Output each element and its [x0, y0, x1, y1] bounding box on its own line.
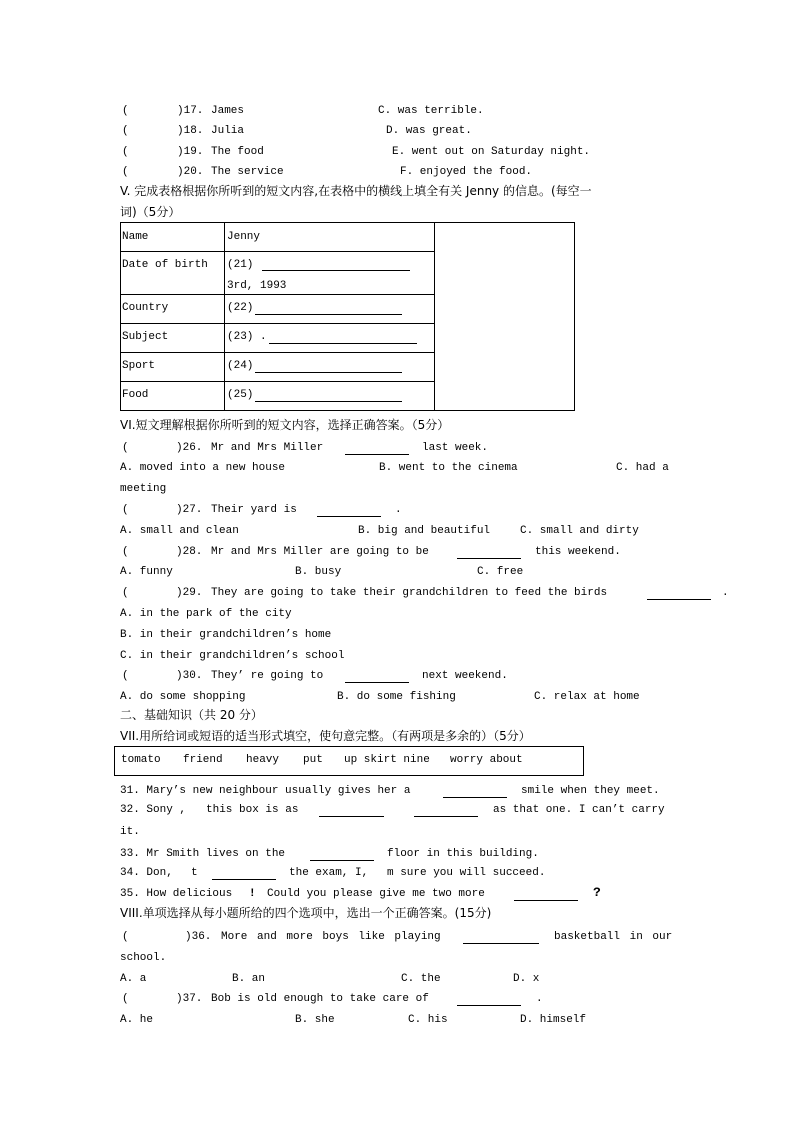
option-a: A. in the park of the city: [120, 608, 292, 620]
word-bank-item: up skirt nine: [344, 754, 430, 766]
question-number: )26.: [176, 442, 203, 454]
answer-blank[interactable]: [255, 314, 402, 315]
question-stem: Bob is old enough to take care of: [211, 993, 429, 1005]
word-bank-item: put: [303, 754, 323, 766]
table-value: (23) .: [227, 331, 267, 343]
question-stem-cont: it.: [120, 826, 140, 838]
info-table: [120, 222, 575, 411]
answer-blank[interactable]: [212, 879, 276, 880]
answer-blank[interactable]: [262, 270, 410, 271]
section-title: VIII.单项选择从每小题所给的四个选项中，选出一个正确答案。(15分): [120, 906, 492, 920]
option-b: B. big and beautiful: [358, 525, 491, 537]
answer-blank[interactable]: [319, 816, 384, 817]
table-value: (22): [227, 302, 254, 314]
word-bank-item: friend: [183, 754, 223, 766]
question-stem-end: .: [722, 587, 729, 599]
question-number: )37.: [176, 993, 203, 1005]
option-c-cont: meeting: [120, 483, 167, 495]
word-bank-item: tomato: [121, 754, 161, 766]
answer-paren: (: [122, 993, 129, 1005]
table-label: Food: [122, 389, 149, 401]
match-option: D. was great.: [386, 125, 472, 137]
question-mark: ?: [593, 885, 601, 900]
answer-paren: (: [122, 931, 129, 943]
answer-paren: (: [122, 546, 129, 558]
match-subject: James: [211, 105, 245, 117]
question-number: )18.: [177, 125, 204, 137]
question-stem-end: basketball in our: [554, 931, 673, 943]
question-number: )17.: [177, 105, 204, 117]
table-label: Date of birth: [122, 259, 208, 271]
part-title: 二、基础知识（共 20 分）: [120, 708, 263, 722]
answer-blank[interactable]: [457, 558, 521, 559]
match-option: E. went out on Saturday night.: [392, 146, 591, 158]
match-option: C. was terrible.: [378, 105, 484, 117]
word-bank-item: worry about: [450, 754, 523, 766]
question-stem-end: smile when they meet.: [521, 785, 660, 797]
question-stem: Mr and Mrs Miller are going to be: [211, 546, 429, 558]
option-c: C. small and dirty: [520, 525, 639, 537]
answer-blank[interactable]: [269, 343, 417, 344]
question-stem: 34. Don,: [120, 867, 173, 879]
answer-blank[interactable]: [310, 860, 374, 861]
question-stem-cont: school.: [120, 952, 167, 964]
section-title: VI.短文理解根据你所听到的短文内容，选择正确答案。（5分）: [120, 418, 450, 432]
option-a: A. moved into a new house: [120, 462, 286, 474]
answer-blank[interactable]: [255, 372, 402, 373]
match-subject: The food: [211, 146, 264, 158]
answer-blank[interactable]: [345, 454, 409, 455]
question-stem: 31. Mary’s new neighbour usually gives her a: [120, 785, 411, 797]
option-b: B. she: [295, 1014, 335, 1026]
question-stem: More and more boys like playing: [221, 931, 441, 943]
question-stem-end: last week.: [422, 442, 489, 454]
question-stem: They are going to take their grandchildren to feed the birds: [211, 587, 608, 599]
option-c: C. in their grandchildren’s school: [120, 650, 345, 662]
option-b: B. busy: [295, 566, 342, 578]
table-label: Country: [122, 302, 169, 314]
option-c: C. the: [401, 973, 441, 985]
section-title: VII.用所给词或短语的适当形式填空，使句意完整。（有两项是多余的）（5分）: [120, 729, 531, 743]
option-b: B. an: [232, 973, 266, 985]
option-c: C. his: [408, 1014, 448, 1026]
question-stem-end: m sure you will succeed.: [387, 867, 546, 879]
exclamation: !: [249, 888, 256, 900]
table-label: Sport: [122, 360, 156, 372]
question-stem-mid: the exam, I,: [289, 867, 369, 879]
question-stem: 35. How delicious: [120, 888, 233, 900]
answer-paren: (: [122, 587, 129, 599]
question-stem-end: this weekend.: [535, 546, 621, 558]
question-stem: Mr and Mrs Miller: [211, 442, 324, 454]
word-bank-item: heavy: [246, 754, 280, 766]
question-stem: Their yard is: [211, 504, 297, 516]
option-b: B. do some fishing: [337, 691, 456, 703]
option-a: A. he: [120, 1014, 154, 1026]
answer-paren: (: [122, 442, 129, 454]
question-stem-end: .: [536, 993, 543, 1005]
answer-paren: (: [122, 166, 129, 178]
option-a: A. do some shopping: [120, 691, 246, 703]
option-a: A. funny: [120, 566, 173, 578]
answer-paren: (: [122, 105, 129, 117]
question-number: )30.: [176, 670, 203, 682]
answer-blank[interactable]: [255, 401, 402, 402]
match-subject: The service: [211, 166, 284, 178]
option-c: C. free: [477, 566, 524, 578]
question-stem: 32. Sony ,: [120, 804, 187, 816]
question-stem-end: floor in this building.: [387, 848, 539, 860]
answer-blank[interactable]: [647, 599, 711, 600]
answer-blank[interactable]: [414, 816, 478, 817]
option-d: D. himself: [520, 1014, 587, 1026]
question-number: )28.: [176, 546, 203, 558]
answer-blank[interactable]: [345, 682, 409, 683]
question-stem-end: as that one. I can’t carry: [493, 804, 665, 816]
table-label: Name: [122, 231, 149, 243]
option-c: C. relax at home: [534, 691, 640, 703]
section-title-cont: 词)（5分）: [120, 205, 181, 219]
question-stem-mid: Could you please give me two more: [267, 888, 485, 900]
answer-paren: (: [122, 146, 129, 158]
answer-paren: (: [122, 125, 129, 137]
question-stem-t: t: [191, 867, 198, 879]
answer-blank[interactable]: [514, 900, 578, 901]
option-a: A. small and clean: [120, 525, 239, 537]
question-number: )36.: [185, 931, 212, 943]
option-c: C. had a: [616, 462, 669, 474]
answer-paren: (: [122, 670, 129, 682]
match-option: F. enjoyed the food.: [400, 166, 533, 178]
table-value: (24): [227, 360, 254, 372]
table-value: (21): [227, 259, 254, 271]
question-number: )20.: [177, 166, 204, 178]
question-stem-end: .: [395, 504, 402, 516]
question-stem-mid: this box is as: [206, 804, 299, 816]
option-b: B. went to the cinema: [379, 462, 518, 474]
section-title: V. 完成表格根据你所听到的短文内容,在表格中的横线上填全有关 Jenny 的信息。(每空一: [120, 184, 592, 198]
option-b: B. in their grandchildren’s home: [120, 629, 332, 641]
question-stem: 33. Mr Smith lives on the: [120, 848, 286, 860]
option-a: A. a: [120, 973, 147, 985]
table-label: Subject: [122, 331, 169, 343]
table-value: Jenny: [227, 231, 261, 243]
answer-blank[interactable]: [463, 943, 539, 944]
table-value: (25): [227, 389, 254, 401]
answer-blank[interactable]: [457, 1005, 521, 1006]
answer-blank[interactable]: [443, 797, 507, 798]
question-stem-end: next weekend.: [422, 670, 508, 682]
question-stem: They’ re going to: [211, 670, 324, 682]
question-number: )19.: [177, 146, 204, 158]
option-d: D. x: [513, 973, 540, 985]
table-value-extra: 3rd, 1993: [227, 280, 287, 292]
question-number: )27.: [176, 504, 203, 516]
answer-blank[interactable]: [317, 516, 381, 517]
question-number: )29.: [176, 587, 203, 599]
match-subject: Julia: [211, 125, 245, 137]
answer-paren: (: [122, 504, 129, 516]
